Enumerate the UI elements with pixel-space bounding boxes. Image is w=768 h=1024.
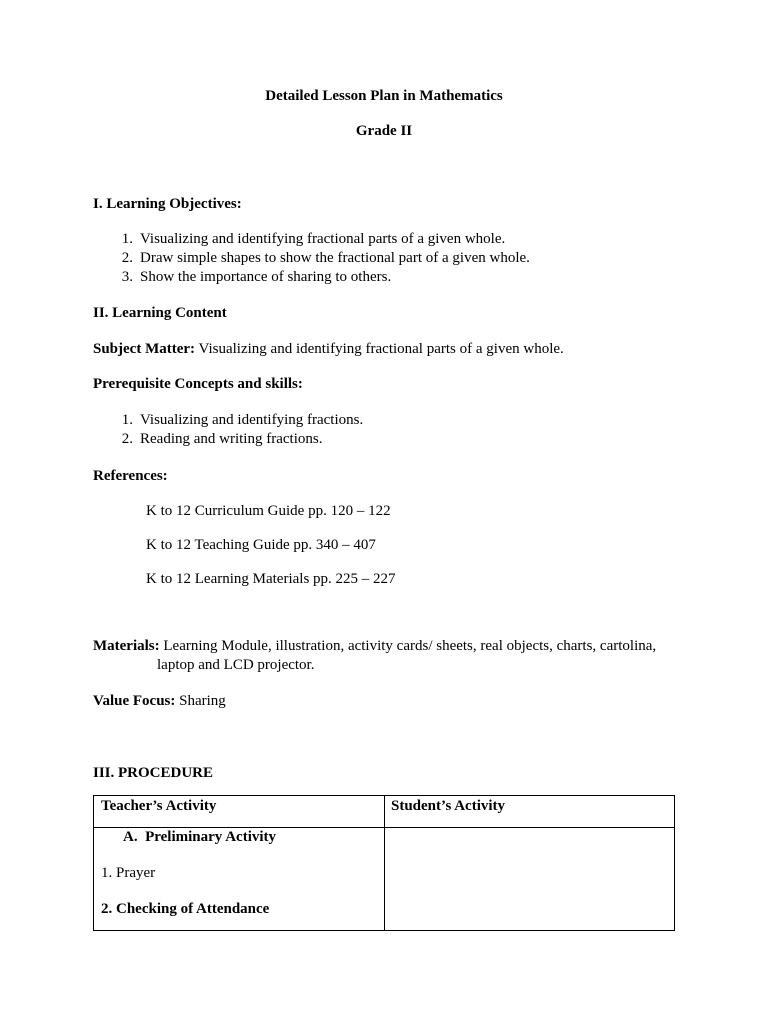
table-row (94, 828, 675, 931)
subject-matter: Subject Matter: Visualizing and identifying fractional parts of a given whole. (93, 341, 564, 357)
table-header-row (94, 796, 675, 828)
reference-item: K to 12 Learning Materials pp. 225 – 227 (146, 571, 396, 587)
reference-item: K to 12 Curriculum Guide pp. 120 – 122 (146, 503, 391, 519)
materials-continuation: laptop and LCD projector. (157, 657, 315, 673)
prereq-heading: Prerequisite Concepts and skills: (93, 376, 303, 392)
content-heading: II. Learning Content (93, 305, 227, 321)
objective-item: 1. Visualizing and identifying fractional parts of a given whole. (121, 231, 506, 247)
teacher-column-header: Teacher’s Activity (94, 796, 385, 828)
value-focus: Value Focus: Sharing (93, 693, 226, 709)
step-attendance: 2. Checking of Attendance (101, 901, 270, 917)
objective-item: 2. Draw simple shapes to show the fractional part of a given whole. (121, 250, 530, 266)
document-title: Detailed Lesson Plan in Mathematics (265, 88, 503, 104)
objectives-heading: I. Learning Objectives: (93, 196, 242, 212)
references-heading: References: (93, 468, 168, 484)
objective-item: 3. Show the importance of sharing to others. (121, 269, 392, 285)
reference-item: K to 12 Teaching Guide pp. 340 – 407 (146, 537, 376, 553)
student-column-header: Student’s Activity (385, 796, 675, 828)
teacher-activity-cell (94, 828, 385, 931)
prereq-item: 2. Reading and writing fractions. (121, 431, 323, 447)
grade-level: Grade II (355, 123, 413, 139)
materials-line: Materials: Learning Module, illustration, activity cards/ sheets, real objects, charts, cartolina, (93, 638, 657, 654)
step-prayer: 1. Prayer (101, 865, 156, 881)
preliminary-activity-heading: A. Preliminary Activity (123, 829, 277, 845)
procedure-table (93, 795, 675, 931)
prereq-item: 1. Visualizing and identifying fractions. (121, 412, 364, 428)
student-activity-cell (385, 828, 675, 931)
procedure-heading: III. PROCEDURE (93, 765, 214, 781)
